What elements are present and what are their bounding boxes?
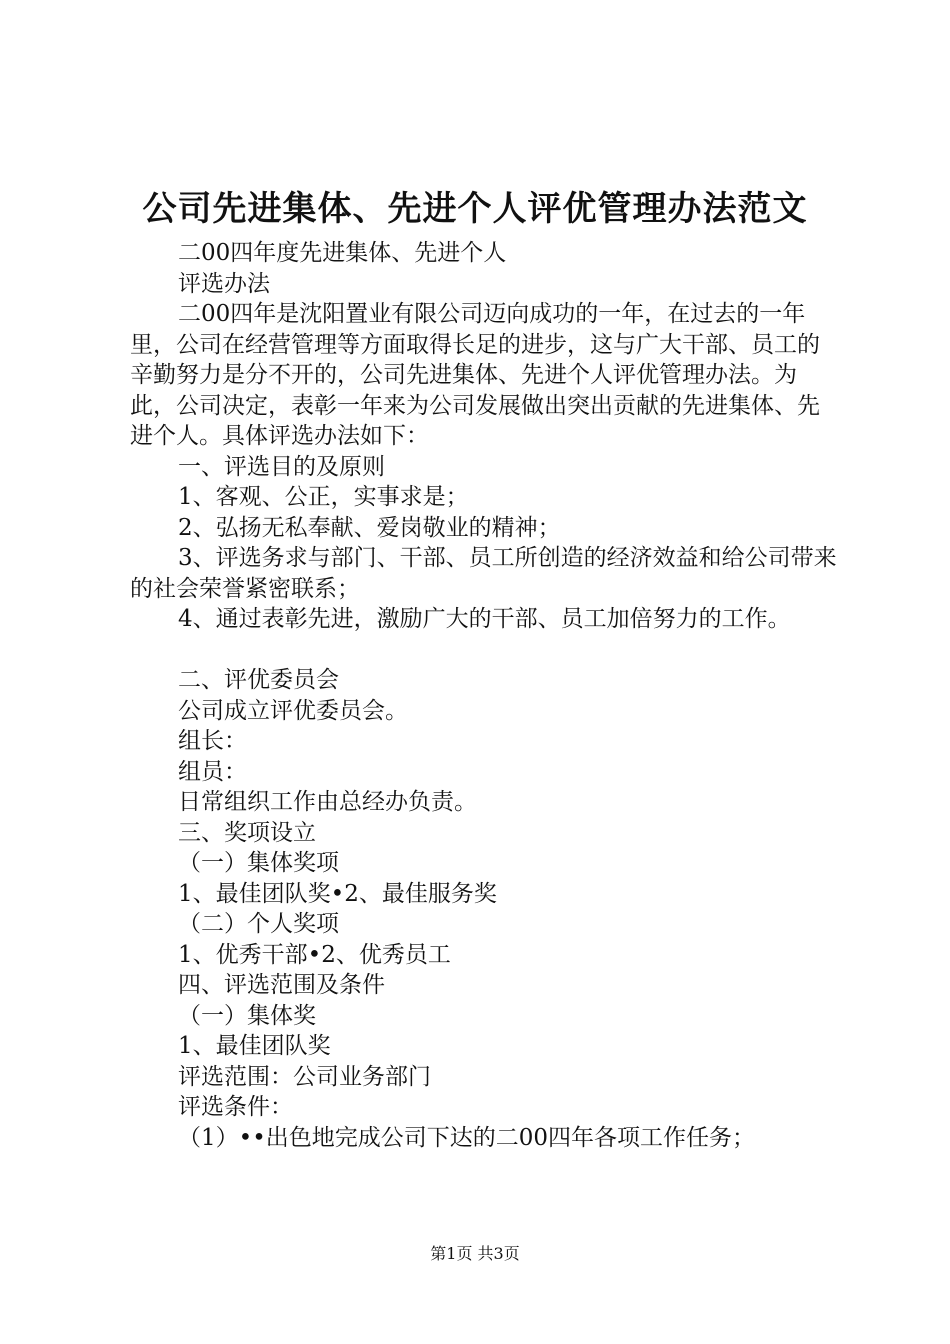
paragraph: 组员： [178,758,247,785]
paragraph: 组长： [178,728,247,754]
list-item: 1、最佳团队奖•2、最佳服务奖 [178,880,497,907]
list-item: 1、最佳团队奖 [178,1033,331,1059]
list-item: 4、通过表彰先进，激励广大的干部、员工加倍努力的工作。 [178,606,791,632]
paragraph: 评选条件： [178,1094,293,1120]
paragraph: 评选范围：公司业务部门 [178,1063,431,1090]
subsection-heading: （二）个人奖项 [178,911,339,937]
subtitle-line-1: 二00四年度先进集体、先进个人 [178,240,507,266]
subtitle-line-2: 评选办法 [178,270,270,297]
list-item: 1、客观、公正，实事求是； [178,484,469,510]
section-heading-4: 四、评选范围及条件 [178,972,385,998]
paragraph: 公司成立评优委员会。 [178,697,408,724]
section-heading-2: 二、评优委员会 [178,667,339,693]
paragraph: 日常组织工作由总经办负责。 [178,789,477,815]
document-body [130,238,840,1153]
paragraph-spacer [130,635,840,666]
document-title: 公司先进集体、先进个人评优管理办法范文 [142,189,808,229]
section-heading-3: 三、奖项设立 [178,819,316,846]
list-item: 1、优秀干部•2、优秀员工 [178,941,451,968]
intro-paragraph: 二00四年是沈阳置业有限公司迈向成功的一年，在过去的一年里，公司在经营管理等方面取得长足的进步，这与广大干部、员工的辛勤努力是分不开的，公司先进集体、先进个人评优管理办法。为此，公司决定，表彰一年来为公司发展做出突出贡献的先进集体、先进个人。具体评选办法如下： [130,301,820,449]
list-item: （1）••出色地完成公司下达的二00四年各项工作任务； [178,1124,756,1151]
subsection-heading: （一）集体奖项 [178,850,339,876]
subsection-heading: （一）集体奖 [178,1002,316,1029]
section-heading-1: 一、评选目的及原则 [178,453,385,480]
list-item: 3、评选务求与部门、干部、员工所创造的经济效益和给公司带来的社会荣誉紧密联系； [130,545,837,602]
list-item: 2、弘扬无私奉献、爱岗敬业的精神； [178,514,561,541]
page-indicator: 第1页 共3页 [430,1244,520,1263]
